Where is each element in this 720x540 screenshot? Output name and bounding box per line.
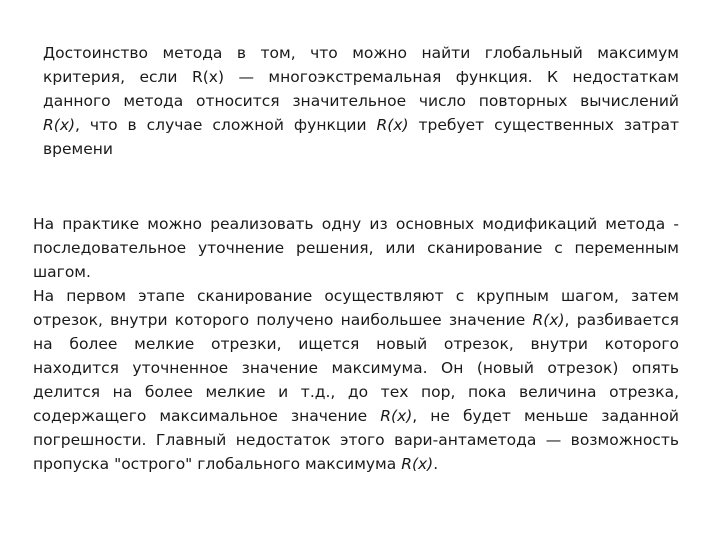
text-line: делится на более мелкие и т.д., до тех пор, пока величина отрезка,	[33, 383, 679, 401]
text-line: шагом.	[33, 263, 91, 281]
text-line: критерия, если R(x) — многоэкстремальная функция. К недостаткам	[43, 68, 679, 86]
paragraph-advantage	[43, 41, 679, 161]
text-line: пропуска "острого" глобального максимума R(x).	[33, 455, 439, 473]
text-line: содержащего максимальное значение R(x), не будет меньше заданной	[33, 407, 679, 425]
text-line: времени	[43, 140, 113, 158]
text-line: На практике можно реализовать одну из основных модификаций метода -	[33, 215, 679, 233]
text-line: находится уточненное значение максимума. Он (новый отрезок) опять	[33, 359, 679, 377]
text-line: отрезок, внутри которого получено наибольшее значение R(x), разбивается	[33, 311, 679, 329]
text-line: данного метода относится значительное число повторных вычислений	[43, 92, 679, 110]
text-line: R(x), что в случае сложной функции R(x) требует существенных затрат	[43, 116, 679, 134]
text-line: погрешности. Главный недостаток этого вари-антаметода — возможность	[33, 431, 679, 449]
text-line: на более мелкие отрезки, ищется новый отрезок, внутри которого	[33, 335, 679, 353]
paragraph-modification	[33, 212, 679, 476]
text-line: последовательное уточнение решения, или сканирование с переменным	[33, 239, 679, 257]
text-line: Достоинство метода в том, что можно найти глобальный максимум	[43, 44, 679, 62]
text-line: На первом этапе сканирование осуществляют с крупным шагом, затем	[33, 287, 679, 305]
